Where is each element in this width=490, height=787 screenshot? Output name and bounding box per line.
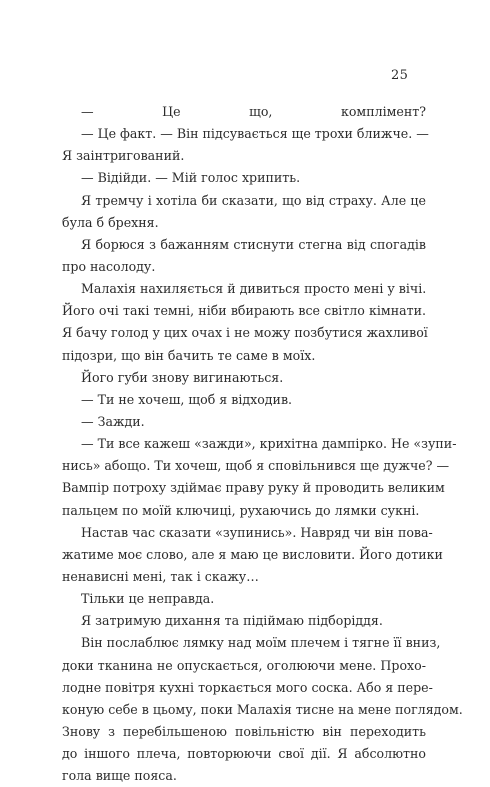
text-line: Зновy з перебільшеною повільністю він переходить bbox=[62, 723, 426, 739]
text-line: — Це що, комплімент? bbox=[81, 104, 426, 119]
text-line: Я бачу голод у цих очах і не можу позбутися жахливої bbox=[62, 325, 428, 341]
text-line: — Це факт. — Він підсувається ще трохи ближче. — bbox=[81, 126, 429, 142]
text-line: Я тремчу і хотіла би сказати, що від страху. Але це bbox=[81, 192, 426, 208]
text-line: ненависні мені, так і скажу… bbox=[62, 568, 259, 584]
text-line: — Ти все кажеш «зажди», крихітна дампірко. Не «зупи- bbox=[81, 436, 457, 452]
text-line: коную себе в цьому, поки Малахія тисне на мене поглядом. bbox=[62, 701, 463, 717]
text-line: лодне повітря кухні торкається мого соска. Або я пере- bbox=[62, 679, 433, 695]
text-line: — Зажди. bbox=[81, 413, 145, 429]
text-line: Вампір потроху здіймає праву руку й проводить великим bbox=[62, 480, 445, 496]
text-line: — Відійди. — Мій голос хрипить. bbox=[81, 170, 301, 186]
text-line: до іншого плеча, повторюючи свої дії. Я абсолютно bbox=[62, 746, 426, 762]
text-line: Його губи знову вигинаються. bbox=[81, 369, 284, 385]
text-line: гола вище пояса. bbox=[62, 768, 177, 784]
text-line: Його очі такі темні, ніби вбирають все світло кімнати. bbox=[62, 303, 426, 319]
text-line: Настав час сказати «зупинись». Навряд чи він пова- bbox=[81, 524, 433, 540]
text-line: була б брехня. bbox=[62, 214, 159, 230]
text-line: нись» абощо. Ти хочеш, щоб я сповільнився ще дужче? — bbox=[62, 458, 450, 474]
text-body bbox=[62, 101, 463, 787]
text-line: Я борюся з бажанням стиснути стегна від спогадів bbox=[81, 236, 426, 252]
text-line: Малахія нахиляється й дивиться просто мені у вічі. bbox=[81, 281, 427, 297]
page-number: 25 bbox=[391, 68, 409, 83]
text-line: про насолоду. bbox=[62, 258, 156, 274]
text-line: жатиме моє слово, але я маю це висловити. Його дотики bbox=[62, 546, 443, 562]
text-line: Я заінтригований. bbox=[62, 148, 185, 164]
text-line: пальцем по моїй ключиці, рухаючись до лямки сукні. bbox=[62, 502, 420, 518]
text-line: Він послаблює лямку над моїм плечем і тягне її вниз, bbox=[81, 635, 441, 651]
text-line: Тільки це неправда. bbox=[81, 591, 215, 607]
text-line: — Ти не хочеш, щоб я відходив. bbox=[81, 391, 293, 407]
text-line: доки тканина не опускається, оголюючи мене. Прохо- bbox=[62, 657, 426, 673]
text-line: підозри, що він бачить те саме в моїх. bbox=[62, 347, 316, 363]
text-line: Я затримую дихання та підіймаю підборіддя. bbox=[81, 613, 383, 629]
